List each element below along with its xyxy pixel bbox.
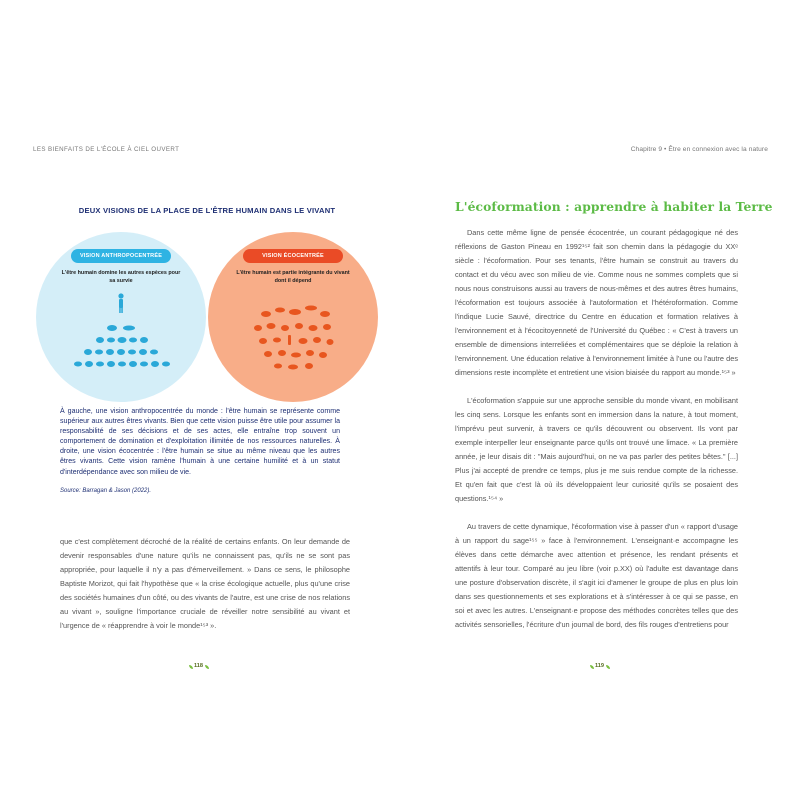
ecocentric-text: L'être humain est partie intégrante du vivant dont il dépend <box>236 270 350 284</box>
left-paragraph: que c'est complètement décroché de la réalité de certains enfants. On leur demande de devenir responsables d'une nature qu'ils ne connaissent pas, qu'ils ne se sont pas appropriée, pour laquelle il n'y a pas d'émerveillement. » Dans ce sens, le philosophe Baptiste Morizot, qui fait l'hypothèse que « la crise écologique actuelle, plus qu'une crise des sociétés humaines d'un côté, ou des vivants de l'autre, est une crise de nos relations au vivant », souligne l'importance cruciale de réveiller notre sensibilité au vivant et l'urgence de « réapprendre à voir le monde¹⁵³ ». <box>60 537 350 630</box>
figure-title: DEUX VISIONS DE LA PLACE DE L'ÊTRE HUMAIN DANS LE VIVANT <box>78 206 336 215</box>
leaf-icon <box>590 665 594 669</box>
figure-caption: À gauche, une vision anthropocentrée du monde : l'être humain se représente comme supérieur aux autres êtres vivants. Bien que cette vision puisse être utile pour assumer la responsabilité de ses décisions et de ses actes, elle entraîne trop souvent un comportement de domination et d'exploitation illimitée de nos ressources naturelles. À droite, une vision écocentrée : l'être humain se situe au même niveau que les autres êtres vivants. Cette vision ramène l'humain à une certaine humilité et à un statut d'interdépendance avec son milieu de vie. <box>60 408 340 476</box>
ecocentric-label: VISION ÉCOCENTRÉE <box>243 249 343 263</box>
running-head-left: LES BIENFAITS DE L'ÉCOLE À CIEL OUVERT <box>33 146 180 153</box>
right-paragraph-2: L'écoformation s'appuie sur une approche sensible du monde vivant, en mobilisant les cinq sens. Lorsque les enfants sont en immersion dans la nature, à tout moment, l'imprévu peut survenir, à travers ce qu'ils découvrent ou observent. Ils vont par exemple interpeller leur enseignante parce qu'ils ont trouvé une limace. « La première année, je leur disais dit : "Mais aujourd'hui, on ne va pas parler des petites bêtes." [...] Plus j'ai accepté de prendre ce temps, plus je me suis rendue compte de la richesse. Et qu'en fait que c'est là où ils développaient leur curiosité qu'ils se posaient des questions.¹⁵⁴ » <box>455 396 738 503</box>
page-number-left: 118 <box>194 663 204 669</box>
anthropocentric-text: L'être humain domine les autres espèces pour sa survie <box>61 270 181 284</box>
right-paragraph-3: Au travers de cette dynamique, l'écoformation vise à passer d'un « rapport d'usage à un rapport du sage¹⁵⁵ » face à l'environnement. L'enseignant·e accompagne les élèves dans cette démarche avec attention et présence, les rendant présents et attentifs à leur tour. Comparé au jeu libre (voir p.XX) où l'adulte est davantage dans une posture d'observation discrète, il s'agit ici d'amener le groupe de plus en plus loin dans ses questionnements et ses explorations et à s'intéresser à ce qui se passe, en soi et avec les autres. L'enseignant·e propose des méthodes concrètes telles que des activités sensorielles, l'écriture d'un journal de bord, des fils rouges d'entretiens pour <box>455 522 738 629</box>
section-title: L'écoformation : apprendre à habiter la Terre <box>455 199 773 214</box>
anthropocentric-label: VISION ANTHROPOCENTRÉE <box>71 249 171 263</box>
leaf-icon <box>189 665 193 669</box>
leaf-icon <box>606 665 610 669</box>
right-body-text <box>455 226 738 632</box>
folio-left <box>190 662 208 672</box>
running-head-right: Chapitre 9 • Être en connexion avec la nature <box>630 146 768 153</box>
anthropocentric-circle <box>36 232 206 402</box>
leaf-icon <box>205 665 209 669</box>
page-number-right: 119 <box>595 663 605 669</box>
folio-right <box>591 662 609 672</box>
left-body-text <box>60 535 350 633</box>
figure-source: Source: Barragan & Jason (2022). <box>60 488 152 494</box>
right-paragraph-1: Dans cette même ligne de pensée écocentrée, un courant pédagogique né des réflexions de Gaston Pineau en 1992¹⁵² fait son chemin dans la pédagogie du XXᵉ siècle : l'écoformation. Pour ses tenants, l'être humain se construit au travers du contact et du vécu avec son milieu de vie. Comme nous ne sommes complets que si nous nous construisons aussi au travers de nous-mêmes et des autres êtres humains, l'écoformation est toujours associée à l'autoformation et l'hétéroformation. Comme l'indique Lucie Sauvé, directrice du Centre en éducation et formation relatives à l'environnement et à l'écocitoyenneté de l'Université du Québec : « C'est à travers un ensemble de dimensions interreliées et complémentaires que se déploie la relation à l'environnement. Une éducation relative à l'environnement limitée à l'une ou l'autre des dimensions reste incomplète et entretient une vision biaisée du rapport au monde.¹⁵³ » <box>455 228 738 377</box>
ecocentric-circle <box>208 232 378 402</box>
